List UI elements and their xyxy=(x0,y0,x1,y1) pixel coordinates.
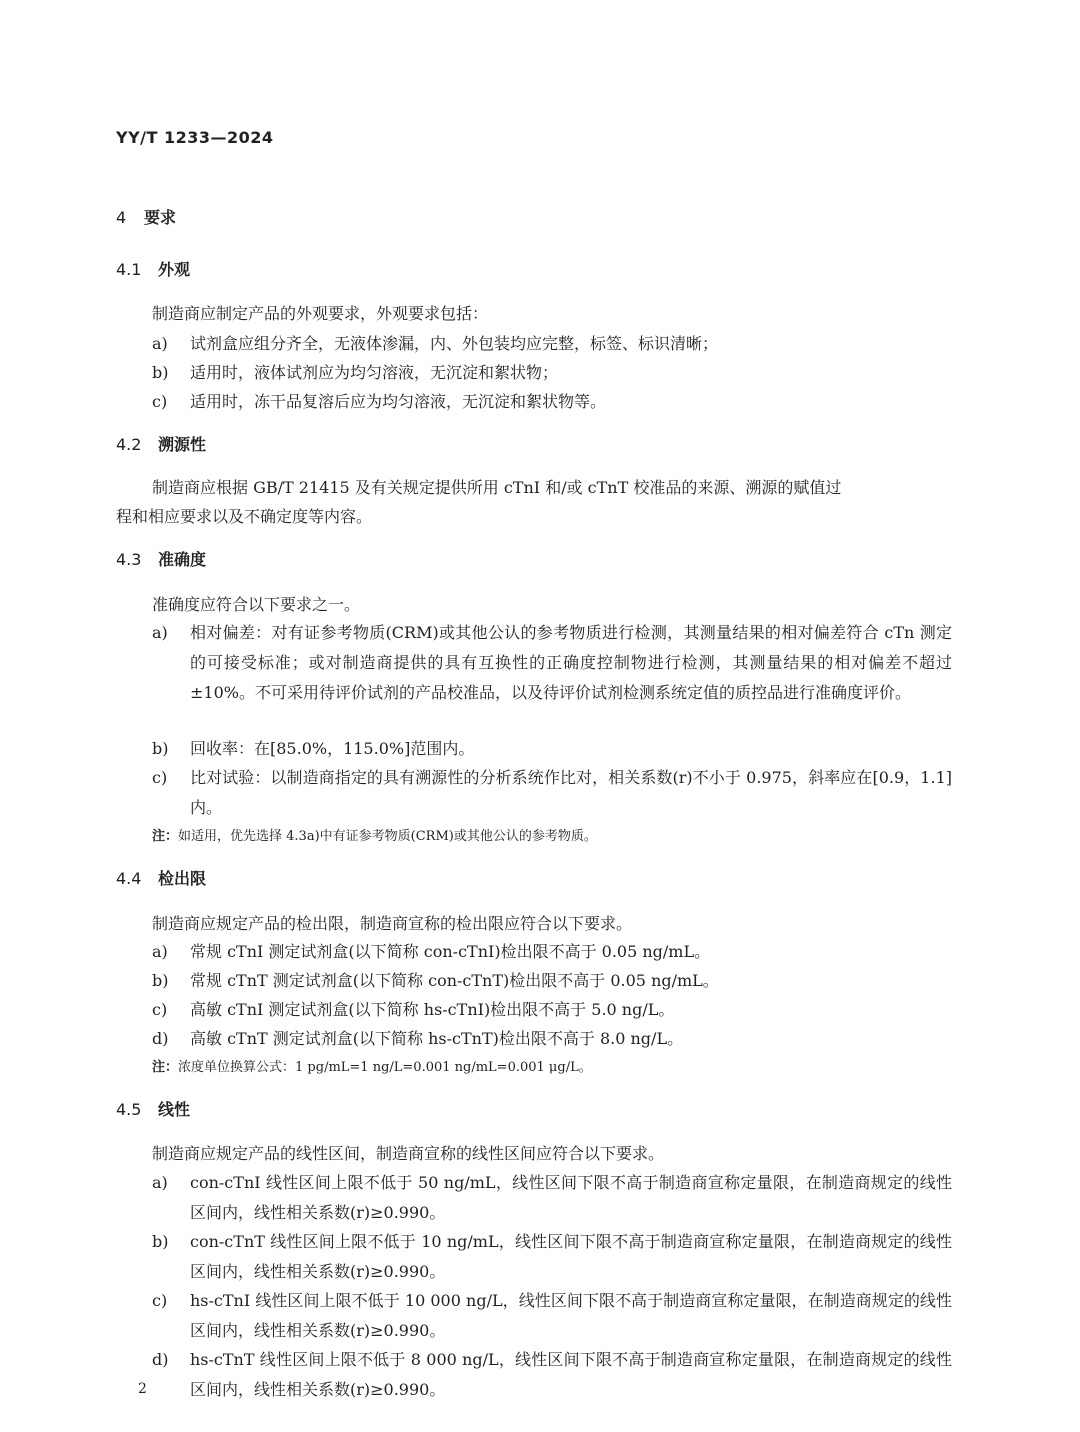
list-item: a) 试剂盒应组分齐全，无液体渗漏，内、外包装均应完整，标签、标识清晰； xyxy=(152,334,719,353)
list-item: c) 适用时，冻干品复溶后应为均匀溶液，无沉淀和絮状物等。 xyxy=(152,392,607,411)
list-item: d) hs-cTnT 线性区间上限不低于 8 000 ng/L，线性区间下限不高于制造商宣称定量限，在制造商规定的线性区间内，线性相关系数(r)≥0.990。 xyxy=(152,1350,952,1399)
heading-section-4-4: 4.4 检出限 xyxy=(116,869,207,888)
heading-section-4-3: 4.3 准确度 xyxy=(116,550,207,569)
page-number: 2 xyxy=(138,1381,147,1397)
list-item: b) 回收率：在[85.0%，115.0%]范围内。 xyxy=(152,739,475,758)
list-item: a) 常规 cTnI 测定试剂盒(以下简称 con-cTnI)检出限不高于 0.05 ng/mL。 xyxy=(152,942,711,961)
heading-section-4-2: 4.2 溯源性 xyxy=(116,435,207,454)
heading-section-4-1: 4.1 外观 xyxy=(116,260,191,279)
list-item: b) 适用时，液体试剂应为均匀溶液，无沉淀和絮状物； xyxy=(152,363,559,382)
list-item: d) 高敏 cTnT 测定试剂盒(以下简称 hs-cTnT)检出限不高于 8.0 ng/L。 xyxy=(152,1029,684,1048)
list-item: b) con-cTnT 线性区间上限不低于 10 ng/mL，线性区间下限不高于制造商宣称定量限，在制造商规定的线性区间内，线性相关系数(r)≥0.990。 xyxy=(152,1232,952,1281)
paragraph-4-3-intro: 准确度应符合以下要求之一。 xyxy=(152,595,361,614)
paragraph-4-1-intro: 制造商应制定产品的外观要求，外观要求包括： xyxy=(152,304,489,323)
heading-section-4-5: 4.5 线性 xyxy=(116,1100,191,1119)
note-4-3: 注：如适用，优先选择 4.3a)中有证参考物质(CRM)或其他公认的参考物质。 xyxy=(152,829,597,844)
list-item: c) 高敏 cTnI 测定试剂盒(以下简称 hs-cTnI)检出限不高于 5.0 ng/L。 xyxy=(152,1000,675,1019)
paragraph-4-2-line1: 制造商应根据 GB/T 21415 及有关规定提供所用 cTnI 和/或 cTnT 校准品的来源、溯源的赋值过 xyxy=(152,478,842,497)
list-item: c) hs-cTnI 线性区间上限不低于 10 000 ng/L，线性区间下限不高于制造商宣称定量限，在制造商规定的线性区间内，线性相关系数(r)≥0.990。 xyxy=(152,1291,952,1340)
list-item: a) 相对偏差：对有证参考物质(CRM)或其他公认的参考物质进行检测，其测量结果的相对偏差符合 cTn 测定的可接受标准；或对制造商提供的具有互换性的正确度控制物进行检测，其测量结果的相对偏差不超过±10%。不可采用待评价试剂的产品校准品，以及待评价试剂检测系统定值的质控品进行准确度评价。 xyxy=(152,623,952,702)
paragraph-4-5-intro: 制造商应规定产品的线性区间，制造商宣称的线性区间应符合以下要求。 xyxy=(152,1144,665,1163)
heading-section-4: 4 要求 xyxy=(116,208,177,227)
list-item: a) con-cTnI 线性区间上限不低于 50 ng/mL，线性区间下限不高于制造商宣称定量限，在制造商规定的线性区间内，线性相关系数(r)≥0.990。 xyxy=(152,1173,952,1222)
standard-code: YY/T 1233—2024 xyxy=(116,128,274,147)
list-item: c) 比对试验：以制造商指定的具有溯源性的分析系统作比对，相关系数(r)不小于 0.975，斜率应在[0.9，1.1]内。 xyxy=(152,768,952,817)
paragraph-4-4-intro: 制造商应规定产品的检出限，制造商宣称的检出限应符合以下要求。 xyxy=(152,914,633,933)
note-4-4: 注：浓度单位换算公式：1 pg/mL=1 ng/L=0.001 ng/mL=0.001 μg/L。 xyxy=(152,1060,592,1075)
list-item: b) 常规 cTnT 测定试剂盒(以下简称 con-cTnT)检出限不高于 0.05 ng/mL。 xyxy=(152,971,719,990)
paragraph-4-2-line2: 程和相应要求以及不确定度等内容。 xyxy=(116,507,373,526)
